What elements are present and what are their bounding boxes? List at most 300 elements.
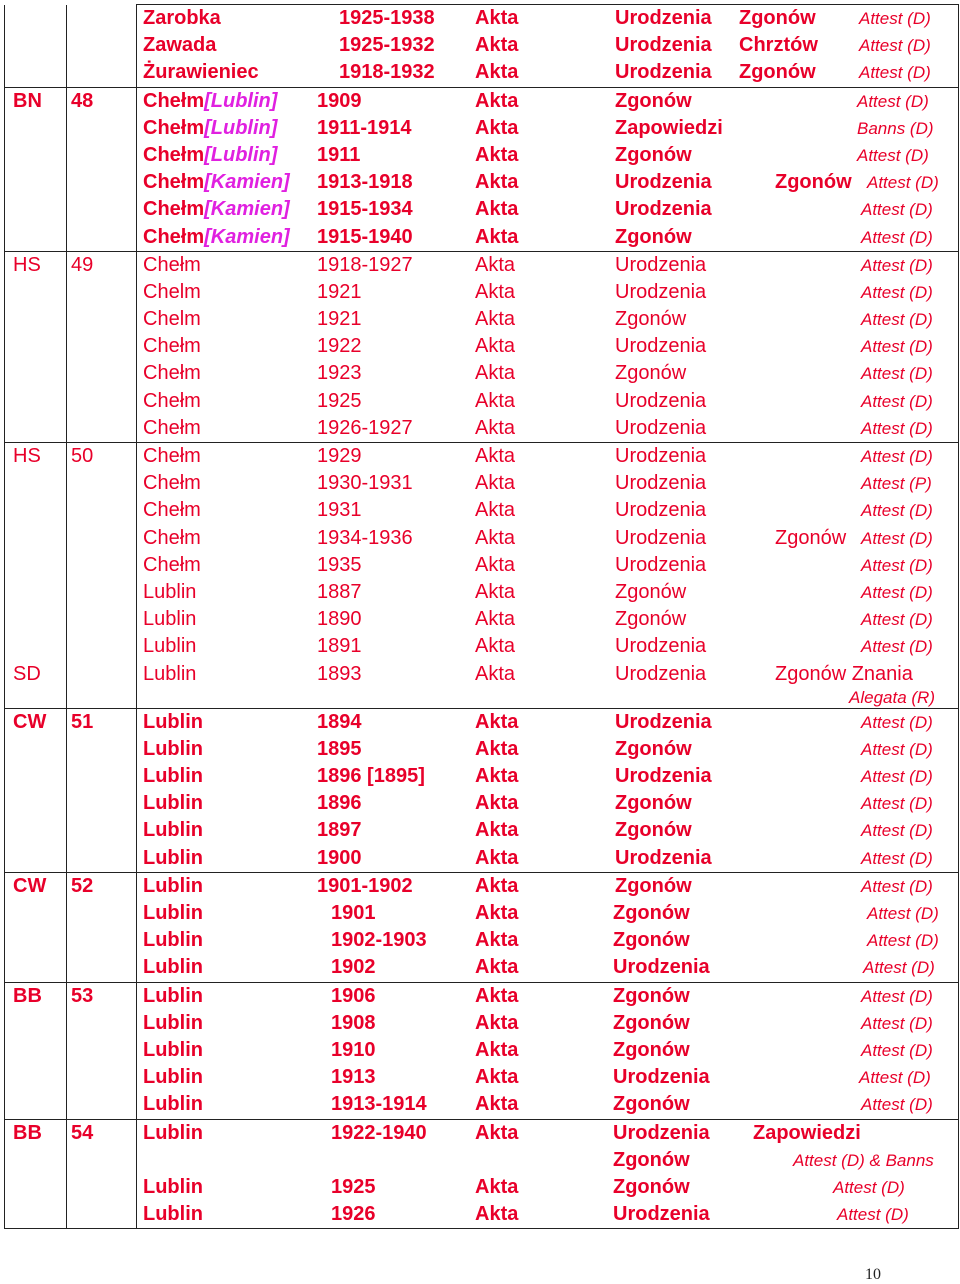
table-row — [5, 59, 959, 87]
group-code-cell — [5, 790, 67, 817]
group-code-cell — [5, 633, 67, 660]
place-name — [143, 817, 203, 844]
place-name-text: Lublin — [143, 765, 203, 788]
place-name-text: Lublin — [143, 1121, 203, 1144]
table-row — [5, 900, 959, 927]
place-name — [143, 1091, 203, 1118]
akta-label: Akta — [475, 445, 516, 467]
akta-label: Akta — [475, 929, 519, 952]
years-range: 1910 — [331, 1038, 376, 1061]
group-number-cell — [67, 1037, 137, 1064]
akta-label: Akta — [475, 580, 516, 603]
place-name-text: Zarobka — [143, 7, 221, 29]
years-range: 1887 — [317, 580, 362, 603]
group-code: HS — [13, 445, 41, 467]
table-row — [5, 470, 959, 497]
record-type: Urodzenia — [615, 472, 707, 495]
group-code-cell — [5, 872, 67, 900]
group-number-cell — [67, 790, 137, 817]
record-cell — [137, 633, 959, 660]
group-code: BB — [13, 1121, 42, 1144]
attest-label: Attest (D) — [861, 555, 933, 575]
attest-label: Attest (D) — [861, 364, 933, 384]
record-cell — [137, 333, 959, 360]
group-code-cell — [5, 1201, 67, 1229]
akta-label: Akta — [475, 280, 516, 303]
years-range: 1934-1936 — [317, 526, 413, 549]
akta-label: Akta — [475, 1038, 519, 1061]
years-range: 1926 — [331, 1203, 376, 1226]
record-type: Urodzenia — [615, 280, 707, 303]
group-number: 48 — [71, 89, 94, 112]
group-code-cell — [5, 763, 67, 790]
table-row — [5, 1064, 959, 1091]
table-row — [5, 982, 959, 1010]
group-number-cell — [67, 1201, 137, 1229]
group-number-cell — [67, 525, 137, 552]
place-name-text: Lublin — [143, 929, 203, 952]
years-range: 1935 — [317, 553, 362, 576]
akta-label: Akta — [475, 472, 516, 495]
table-row — [5, 1174, 959, 1201]
group-code-cell — [5, 443, 67, 471]
years-range: 1911 — [317, 143, 361, 166]
years-range: 1906 — [331, 984, 376, 1007]
akta-label: Akta — [475, 662, 516, 685]
group-code-cell — [5, 169, 67, 196]
attest-label: Attest (D) — [861, 876, 933, 896]
table-row — [5, 736, 959, 763]
years-range: 1902-1903 — [331, 929, 427, 952]
group-code-cell — [5, 32, 67, 59]
attest-label: Alegata (R) — [849, 687, 935, 707]
record-cell — [137, 360, 959, 387]
record-type: Zgonów — [613, 1148, 690, 1171]
place-name — [143, 333, 201, 360]
place-name — [143, 1201, 203, 1228]
record-type: Urodzenia — [615, 662, 707, 685]
group-number: 52 — [71, 874, 94, 897]
attest-label: Attest (D) — [861, 310, 933, 330]
group-number-cell — [67, 196, 137, 223]
place-name — [143, 252, 201, 279]
place-name — [143, 388, 201, 415]
record-cell — [137, 443, 959, 471]
place-name — [143, 279, 201, 306]
place-name — [143, 954, 203, 981]
place-name — [143, 196, 290, 223]
group-code-cell — [5, 927, 67, 954]
place-name-text: Chełm — [143, 198, 205, 221]
group-number-cell — [67, 817, 137, 844]
attest-label: Attest (D) — [861, 1095, 933, 1115]
akta-label: Akta — [475, 308, 516, 331]
attest-label: Attest (D) — [837, 1205, 909, 1225]
group-number-cell — [67, 1174, 137, 1201]
years-range: 1918-1932 — [339, 61, 435, 84]
attest-label: Attest (P) — [861, 474, 932, 494]
akta-label: Akta — [475, 1203, 519, 1226]
table-row — [5, 1147, 959, 1174]
years-range: 1925 — [317, 389, 362, 412]
attest-label: Attest (D) — [861, 391, 933, 411]
place-name-text: Lublin — [143, 737, 203, 760]
attest-label: Attest (D) — [861, 610, 933, 630]
place-name — [143, 873, 203, 900]
attest-label: Attest (D) — [863, 958, 935, 978]
group-number-cell — [67, 1119, 137, 1147]
place-name — [143, 169, 290, 196]
place-name-text: Lublin — [143, 956, 203, 979]
place-name-text: Lublin — [143, 580, 197, 603]
group-number-cell — [67, 360, 137, 387]
place-name-text: Chełm — [143, 116, 205, 139]
place-name — [143, 1037, 203, 1064]
record-type: Urodzenia — [615, 765, 712, 788]
years-range: 1925-1932 — [339, 34, 435, 57]
place-name — [143, 633, 196, 660]
record-cell — [137, 497, 959, 524]
years-range: 1908 — [331, 1011, 376, 1034]
akta-label: Akta — [475, 819, 519, 842]
place-name — [143, 579, 196, 606]
record-cell — [137, 1119, 959, 1147]
table-row — [5, 5, 959, 33]
akta-label: Akta — [475, 253, 516, 276]
place-name-text: Chełm — [143, 472, 201, 495]
record-cell — [137, 142, 959, 169]
place-name — [143, 497, 201, 524]
place-name — [143, 736, 203, 763]
place-name-text: Chełm — [143, 526, 201, 549]
akta-label: Akta — [475, 635, 516, 658]
group-code: BN — [13, 89, 42, 112]
table-row — [5, 763, 959, 790]
record-type: Zgonów — [615, 89, 692, 112]
group-number-cell — [67, 606, 137, 633]
group-code-cell — [5, 59, 67, 87]
record-cell — [137, 1201, 959, 1229]
attest-label: Attest (D) — [859, 63, 931, 83]
group-code-cell — [5, 87, 67, 115]
group-code: BB — [13, 984, 42, 1007]
group-number: 49 — [71, 253, 94, 276]
group-number-cell — [67, 59, 137, 87]
record-type: Urodzenia — [615, 846, 712, 869]
place-suffix: [Kamien] — [204, 198, 290, 221]
table-row — [5, 279, 959, 306]
place-name-text: Lublin — [143, 819, 203, 842]
group-number-cell — [67, 736, 137, 763]
record-extra: Zgonów — [739, 7, 816, 29]
record-type: Urodzenia — [615, 61, 712, 84]
record-cell — [137, 927, 959, 954]
attest-label: Attest (D) — [861, 821, 933, 841]
group-number-cell — [67, 872, 137, 900]
place-name — [143, 142, 277, 169]
group-number-cell — [67, 633, 137, 660]
years-range: 1930-1931 — [317, 472, 413, 495]
place-name-text: Lublin — [143, 1011, 203, 1034]
register-table — [4, 4, 959, 1229]
group-code-cell — [5, 817, 67, 844]
akta-label: Akta — [475, 198, 519, 221]
attest-label: Attest (D) — [867, 931, 939, 951]
table-row — [5, 633, 959, 660]
place-suffix: [Lublin] — [204, 143, 278, 166]
group-code-cell — [5, 1064, 67, 1091]
place-name — [143, 1174, 203, 1201]
place-suffix: [Lublin] — [204, 116, 278, 139]
record-cell — [137, 87, 959, 115]
place-name-text: Lublin — [143, 1038, 203, 1061]
years-range: 1915-1940 — [317, 225, 413, 248]
years-range: 1890 — [317, 608, 362, 631]
place-name — [143, 443, 201, 470]
akta-label: Akta — [475, 89, 519, 112]
record-type: Zapowiedzi — [615, 116, 723, 139]
akta-label: Akta — [475, 553, 516, 576]
group-code-cell — [5, 306, 67, 333]
years-range: 1901 — [331, 902, 376, 924]
table-row — [5, 142, 959, 169]
record-cell — [137, 5, 959, 33]
table-row — [5, 845, 959, 873]
attest-label: Attest (D) — [857, 145, 929, 165]
group-number-cell — [67, 688, 137, 709]
record-cell — [137, 470, 959, 497]
group-code-cell — [5, 1037, 67, 1064]
place-name-text: Zawada — [143, 34, 217, 57]
record-cell — [137, 736, 959, 763]
record-type: Zgonów — [615, 580, 687, 603]
years-range: 1893 — [317, 662, 362, 685]
place-name — [143, 360, 201, 387]
group-code-cell — [5, 708, 67, 736]
table-row — [5, 1201, 959, 1229]
years-range: 1918-1927 — [317, 253, 413, 276]
place-name-text: Lublin — [143, 1203, 203, 1226]
group-code-cell — [5, 115, 67, 142]
record-cell — [137, 708, 959, 736]
attest-label: Attest (D) — [861, 227, 933, 247]
table-row — [5, 872, 959, 900]
attest-label: Attest (D) — [861, 501, 933, 521]
register-sheet — [4, 4, 958, 1229]
record-type: Urodzenia — [615, 34, 712, 57]
attest-label: Attest (D) & Banns — [793, 1150, 934, 1170]
record-type: Zgonów — [615, 362, 687, 385]
group-code-cell — [5, 388, 67, 415]
attest-label: Attest (D) — [861, 739, 933, 759]
record-type: Urodzenia — [615, 710, 712, 733]
akta-label: Akta — [475, 362, 516, 385]
record-cell — [137, 763, 959, 790]
record-cell — [137, 525, 959, 552]
place-name-text: Lublin — [143, 792, 203, 815]
place-name-text: Lublin — [143, 846, 203, 869]
page-number: 10 — [865, 1266, 881, 1283]
record-type: Zgonów — [615, 608, 687, 631]
table-row — [5, 169, 959, 196]
group-code-cell — [5, 688, 67, 709]
place-name-text: Chełm — [143, 416, 201, 439]
table-row — [5, 606, 959, 633]
place-name — [143, 32, 216, 59]
group-code-cell — [5, 333, 67, 360]
record-type: Urodzenia — [615, 416, 707, 439]
table-row — [5, 415, 959, 443]
group-number-cell — [67, 306, 137, 333]
place-name-text: Lublin — [143, 662, 197, 685]
group-code-cell — [5, 661, 67, 688]
akta-label: Akta — [475, 1175, 519, 1198]
record-cell — [137, 169, 959, 196]
attest-label: Attest (D) — [861, 986, 933, 1006]
place-name — [143, 709, 203, 736]
table-row — [5, 927, 959, 954]
record-type: Zgonów — [613, 1093, 690, 1116]
place-name-text: Chelm — [143, 280, 201, 303]
place-name — [143, 59, 259, 86]
place-name — [143, 790, 203, 817]
record-type: Urodzenia — [615, 389, 707, 412]
table-row — [5, 661, 959, 688]
attest-label: Attest (D) — [861, 447, 933, 466]
group-number-cell — [67, 443, 137, 471]
table-row — [5, 443, 959, 471]
group-number-cell — [67, 552, 137, 579]
table-row — [5, 497, 959, 524]
record-cell — [137, 32, 959, 59]
table-row — [5, 708, 959, 736]
group-number-cell — [67, 845, 137, 873]
akta-label: Akta — [475, 143, 519, 166]
attest-label: Attest (D) — [859, 36, 931, 56]
group-number: 50 — [71, 445, 94, 467]
group-code-cell — [5, 224, 67, 252]
akta-label: Akta — [475, 1121, 519, 1144]
attest-label: Attest (D) — [861, 848, 933, 868]
group-code-cell — [5, 251, 67, 279]
record-cell — [137, 1091, 959, 1119]
attest-label: Attest (D) — [861, 337, 933, 357]
record-cell — [137, 415, 959, 443]
record-type: Urodzenia — [615, 198, 712, 221]
attest-label: Attest (D) — [861, 282, 933, 302]
record-cell — [137, 790, 959, 817]
record-cell — [137, 954, 959, 982]
akta-label: Akta — [475, 956, 519, 979]
record-type: Zgonów — [613, 1175, 690, 1198]
attest-label: Banns (D) — [857, 118, 934, 138]
record-type: Urodzenia — [615, 553, 707, 576]
group-code-cell — [5, 1119, 67, 1147]
years-range: 1922 — [317, 335, 362, 358]
group-number-cell — [67, 32, 137, 59]
years-range: 1913-1914 — [331, 1093, 427, 1116]
place-name — [143, 606, 196, 633]
place-name-text: Lublin — [143, 608, 197, 631]
group-code-cell — [5, 736, 67, 763]
record-type: Zgonów — [615, 737, 692, 760]
place-name-text: Chełm — [143, 171, 205, 194]
record-cell — [137, 845, 959, 873]
place-name — [143, 88, 277, 115]
place-name-text: Chełm — [143, 89, 205, 112]
years-range: 1901-1902 — [317, 874, 413, 897]
table-row — [5, 790, 959, 817]
akta-label: Akta — [475, 416, 516, 439]
group-number-cell — [67, 1010, 137, 1037]
place-name — [143, 763, 203, 790]
record-cell — [137, 1174, 959, 1201]
group-number-cell — [67, 900, 137, 927]
akta-label: Akta — [475, 389, 516, 412]
place-name — [143, 552, 201, 579]
group-number-cell — [67, 224, 137, 252]
record-type: Zgonów — [613, 902, 690, 924]
table-row — [5, 1010, 959, 1037]
group-number-cell — [67, 1091, 137, 1119]
attest-label: Attest (D) — [861, 794, 933, 814]
table-row — [5, 333, 959, 360]
akta-label: Akta — [475, 984, 519, 1007]
group-number-cell — [67, 708, 137, 736]
group-code-cell — [5, 1147, 67, 1174]
record-extra: Zgonów — [775, 526, 847, 549]
attest-label: Attest (D) — [833, 1177, 905, 1197]
place-name-text: Lublin — [143, 984, 203, 1007]
years-range: 1921 — [317, 280, 362, 303]
years-range: 1894 — [317, 710, 362, 733]
place-name-text: Chełm — [143, 362, 201, 385]
group-code-cell — [5, 954, 67, 982]
place-name — [143, 845, 203, 872]
years-range: 1915-1934 — [317, 198, 413, 221]
record-type: Zgonów — [615, 819, 692, 842]
table-row — [5, 817, 959, 844]
record-type: Zgonów — [613, 984, 690, 1007]
akta-label: Akta — [475, 7, 519, 29]
record-cell — [137, 1010, 959, 1037]
years-range: 1909 — [317, 89, 362, 112]
place-name — [143, 1064, 203, 1091]
place-name-text: Lublin — [143, 710, 203, 733]
group-code-cell — [5, 579, 67, 606]
akta-label: Akta — [475, 710, 519, 733]
record-type: Zgonów — [615, 308, 687, 331]
record-cell — [137, 688, 959, 709]
record-cell — [137, 279, 959, 306]
register-body — [5, 5, 959, 1229]
years-range: 1911-1914 — [317, 116, 412, 139]
record-type: Urodzenia — [613, 1121, 710, 1144]
record-type: Zgonów — [613, 1011, 690, 1034]
group-code: SD — [13, 662, 41, 685]
place-name-text: Chelm — [143, 308, 201, 331]
attest-label: Attest (D) — [861, 1040, 933, 1060]
table-row — [5, 360, 959, 387]
group-number-cell — [67, 763, 137, 790]
attest-label: Attest (D) — [861, 200, 933, 220]
attest-label: Attest (D) — [861, 767, 933, 787]
record-type: Urodzenia — [615, 526, 707, 549]
table-row — [5, 525, 959, 552]
years-range: 1896 — [317, 792, 362, 815]
akta-label: Akta — [475, 171, 519, 194]
group-code-cell — [5, 1091, 67, 1119]
